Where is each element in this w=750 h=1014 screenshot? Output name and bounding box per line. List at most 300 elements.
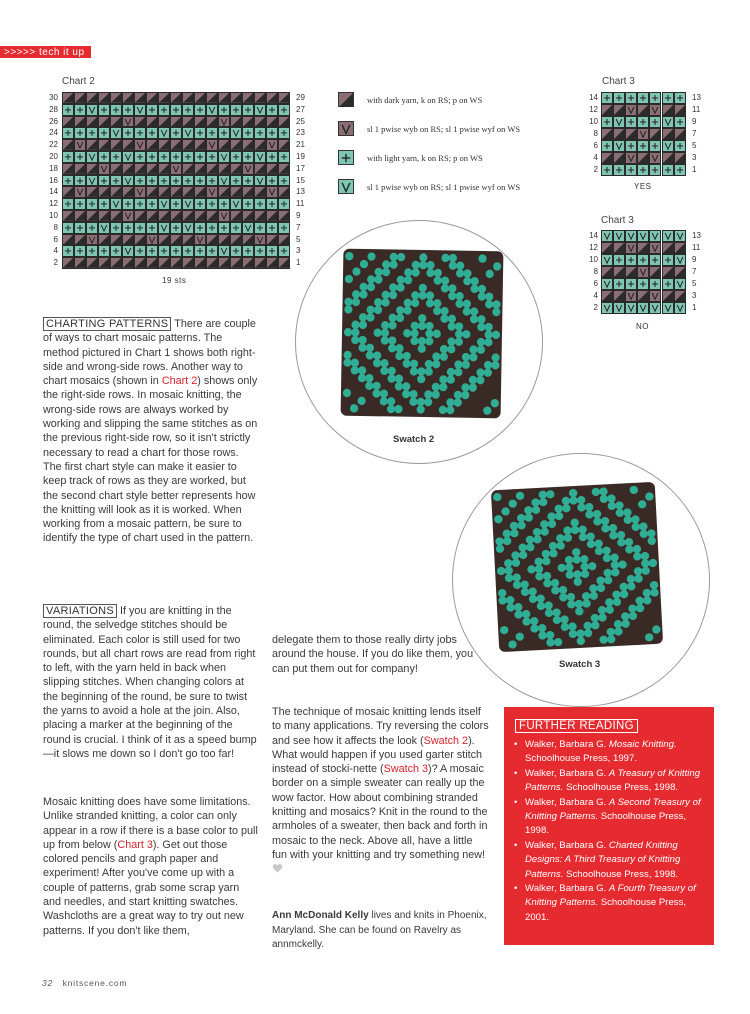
slip-stitch-cell [674,278,686,290]
swatch3-caption: Swatch 3 [559,659,601,670]
light-stitch-cell [625,278,637,290]
dark-stitch-cell [613,242,625,254]
site-name: knitscene.com [62,978,128,988]
dark-stitch-cell [230,257,242,269]
dark-stitch-cell [206,234,218,246]
dark-stitch-cell [134,257,146,269]
row-number: 27 [296,104,305,114]
dark-stitch-cell [278,210,290,222]
light-stitch-cell [601,140,613,152]
dark-stitch-cell [662,104,674,116]
dark-stitch-cell [194,186,206,198]
slip-stitch-cell [170,163,182,175]
light-stitch-cell [218,198,230,210]
slip-stitch-cell [86,151,98,163]
light-stitch-cell [637,164,649,176]
dark-stitch-cell [182,186,194,198]
swatch2-photo [338,246,506,421]
row-number: 10 [589,255,598,264]
row-number: 22 [49,140,58,150]
slip-stitch-cell [649,152,661,164]
dark-stitch-cell [230,186,242,198]
slip-stitch-cell [206,186,218,198]
dark-stitch-cell [254,163,266,175]
light-stitch-cell [134,175,146,187]
dark-stitch-cell [254,186,266,198]
row-number: 14 [49,187,58,197]
dark-stitch-cell [182,163,194,175]
light-stitch-cell [649,278,661,290]
light-stitch-cell [649,164,661,176]
slip-stitch-cell [637,266,649,278]
dark-stitch-cell [601,152,613,164]
row-number: 2 [593,303,598,312]
row-number: 4 [593,291,598,300]
row-number: 5 [692,141,697,150]
dark-stitch-cell [230,210,242,222]
light-stitch-cell [649,116,661,128]
further-reading-item: • Walker, Barbara G. Mosaic Knitting. Schoolhouse Press, 1997. [514,738,706,767]
light-stitch-cell [266,222,278,234]
dark-stitch-cell [62,139,74,151]
row-number: 5 [692,279,697,288]
light-stitch-cell [266,198,278,210]
slip-stitch-cell [218,245,230,257]
slip-stitch-cell [182,222,194,234]
light-stitch-cell [86,198,98,210]
slip-stitch-cell [122,210,134,222]
slip-stitch-cell [230,127,242,139]
light-stitch-cell [62,175,74,187]
slip-stitch-cell [110,127,122,139]
variations-heading: VARIATIONS [43,604,117,618]
row-number: 21 [296,140,305,150]
light-stitch-cell [110,151,122,163]
dark-stitch-cell [242,234,254,246]
dark-stitch-cell [62,116,74,128]
light-stitch-cell [625,140,637,152]
slip-stitch-cell [218,175,230,187]
light-stitch-cell [98,151,110,163]
dark-stitch-cell [146,139,158,151]
dark-stitch-cell [158,186,170,198]
slip-stitch-cell [74,186,86,198]
dark-stitch-cell [194,163,206,175]
dark-stitch-cell [242,139,254,151]
slip-stitch-cell [625,242,637,254]
dark-stitch-cell [662,266,674,278]
light-stitch-cell [62,104,74,116]
dark-stitch-cell [110,139,122,151]
slip-stitch-cell [662,302,674,314]
light-stitch-cell [242,245,254,257]
key-dark-symbol [338,92,354,107]
light-stitch-cell [242,175,254,187]
dark-stitch-cell [230,92,242,104]
dark-stitch-cell [613,104,625,116]
dark-stitch-cell [170,116,182,128]
slip-stitch-cell [86,175,98,187]
dark-stitch-cell [637,290,649,302]
variations-paragraph [43,604,259,761]
key-light-symbol [338,150,354,165]
dark-stitch-cell [218,163,230,175]
key-dark-slip-text: sl 1 pwise wyb on RS; sl 1 pwise wyf on WS [367,124,521,134]
slip-stitch-cell [649,302,661,314]
light-stitch-cell [98,104,110,116]
light-stitch-cell [662,164,674,176]
slip-stitch-cell [637,128,649,140]
dark-stitch-cell [254,92,266,104]
light-stitch-cell [182,151,194,163]
slip-stitch-cell [182,127,194,139]
slip-stitch-cell [98,163,110,175]
dark-stitch-cell [206,210,218,222]
light-stitch-cell [170,175,182,187]
row-number: 7 [296,222,301,232]
light-stitch-cell [134,198,146,210]
slip-stitch-cell [254,175,266,187]
dark-stitch-cell [278,92,290,104]
chart3-no-grid [601,230,686,314]
dark-stitch-cell [98,139,110,151]
dark-stitch-cell [158,116,170,128]
row-number: 13 [692,231,701,240]
slip-stitch-cell [613,302,625,314]
slip-stitch-cell [662,116,674,128]
light-stitch-cell [674,116,686,128]
light-stitch-cell [110,245,122,257]
dark-stitch-cell [182,257,194,269]
row-number: 9 [296,210,301,220]
dark-stitch-cell [158,139,170,151]
dark-stitch-cell [254,257,266,269]
light-stitch-cell [74,127,86,139]
light-stitch-cell [254,245,266,257]
dark-stitch-cell [242,257,254,269]
row-number: 6 [593,279,598,288]
slip-stitch-cell [146,234,158,246]
light-stitch-cell [62,198,74,210]
row-number: 1 [296,258,301,268]
dark-stitch-cell [74,163,86,175]
limitations-text-b: ). Get out those colored pencils and graph paper and experiment! After you've come up with a couple of patterns, grab some scrap yarn and needles, and start knitting swatches. Washcloths are a great way to try out new patterns. If you don't like them, [43,838,244,937]
dark-stitch-cell [62,234,74,246]
dark-stitch-cell [230,234,242,246]
further-reading-list [514,738,706,925]
light-stitch-cell [649,254,661,266]
dark-stitch-cell [74,92,86,104]
light-stitch-cell [110,222,122,234]
light-stitch-cell [182,245,194,257]
row-number: 8 [593,267,598,276]
dark-stitch-cell [134,163,146,175]
light-stitch-cell [182,104,194,116]
light-stitch-cell [110,175,122,187]
dark-stitch-cell [86,116,98,128]
page-number: 32 [42,978,54,988]
light-stitch-cell [242,151,254,163]
light-stitch-cell [74,222,86,234]
slip-stitch-cell [218,210,230,222]
slip-stitch-cell [122,116,134,128]
row-number: 12 [589,243,598,252]
light-stitch-cell [74,104,86,116]
slip-stitch-cell [625,230,637,242]
light-stitch-cell [266,127,278,139]
light-stitch-cell [62,127,74,139]
light-stitch-cell [230,151,242,163]
light-stitch-cell [278,198,290,210]
slip-stitch-cell [613,140,625,152]
light-stitch-cell [601,116,613,128]
slip-stitch-cell [134,139,146,151]
light-stitch-cell [637,116,649,128]
charting-patterns-heading: CHARTING PATTERNS [43,317,171,331]
slip-stitch-cell [218,116,230,128]
dark-stitch-cell [625,266,637,278]
dark-stitch-cell [230,116,242,128]
dark-stitch-cell [170,257,182,269]
light-stitch-cell [662,254,674,266]
dark-stitch-cell [182,234,194,246]
key-dark-text: with dark yarn, k on RS; p on WS [367,95,483,105]
slip-stitch-cell [625,290,637,302]
slip-stitch-cell [242,222,254,234]
dark-stitch-cell [170,186,182,198]
footer [42,978,127,988]
light-stitch-cell [230,104,242,116]
light-stitch-cell [146,104,158,116]
row-number: 4 [593,153,598,162]
row-number: 2 [593,165,598,174]
light-stitch-cell [74,245,86,257]
dark-stitch-cell [278,139,290,151]
dark-stitch-cell [122,139,134,151]
dark-stitch-cell [662,128,674,140]
further-reading-item: • Walker, Barbara G. A Treasury of Knitting Patterns. Schoolhouse Press, 1998. [514,767,706,796]
slip-stitch-cell [158,222,170,234]
dark-stitch-cell [613,152,625,164]
slip-stitch-cell [206,104,218,116]
dark-stitch-cell [601,266,613,278]
dark-stitch-cell [86,210,98,222]
swatch2-circle [295,220,543,464]
dark-stitch-cell [674,242,686,254]
dark-stitch-cell [110,186,122,198]
row-number: 3 [692,291,697,300]
dark-stitch-cell [146,257,158,269]
dark-stitch-cell [194,92,206,104]
slip-stitch-cell [206,139,218,151]
row-number: 2 [53,258,58,268]
row-number: 10 [589,117,598,126]
light-stitch-cell [98,127,110,139]
technique-text-a: The technique of mosaic knitting lends itself to many applications. Try reversing the colors and see how it affects the look ( [272,706,489,747]
slip-stitch-cell [122,245,134,257]
chart2-stitch-count: 19 sts [162,276,187,285]
dark-stitch-cell [182,116,194,128]
light-stitch-cell [278,245,290,257]
dark-stitch-cell [674,104,686,116]
dark-stitch-cell [266,163,278,175]
swatch3-photo [491,482,663,652]
light-stitch-cell [674,92,686,104]
dark-stitch-cell [74,116,86,128]
light-stitch-cell [122,104,134,116]
slip-stitch-cell [649,230,661,242]
light-stitch-cell [146,245,158,257]
further-reading-box [504,707,714,945]
row-number: 14 [589,93,598,102]
slip-stitch-cell [110,198,122,210]
light-stitch-cell [194,104,206,116]
dark-stitch-cell [98,257,110,269]
dark-stitch-cell [110,257,122,269]
row-number: 23 [296,128,305,138]
dark-stitch-cell [218,139,230,151]
light-stitch-cell [266,245,278,257]
light-stitch-cell [158,175,170,187]
dark-stitch-cell [110,210,122,222]
dark-stitch-cell [674,128,686,140]
dark-stitch-cell [74,210,86,222]
light-stitch-cell [134,127,146,139]
limitations-text-a: Mosaic knitting does have some limitations. Unlike stranded knitting, a color can only appear in a row if there is a base color to pull up from below ( [43,796,258,851]
chart2-grid [62,92,290,269]
slip-stitch-cell [613,230,625,242]
light-stitch-cell [649,92,661,104]
key-light-text: with light yarn, k on RS; p on WS [367,153,483,163]
light-stitch-cell [110,104,122,116]
swatch2-caption: Swatch 2 [393,434,435,445]
dark-stitch-cell [194,116,206,128]
light-stitch-cell [278,151,290,163]
dark-stitch-cell [62,210,74,222]
light-stitch-cell [74,175,86,187]
dark-stitch-cell [182,139,194,151]
light-stitch-cell [601,92,613,104]
key-light-slip-text: sl 1 pwise wyb on RS; sl 1 pwise wyf on WS [367,182,521,192]
row-number: 7 [692,267,697,276]
technique-text-b: ). What would happen if you used garter stitch instead of stocki-nette ( [272,734,483,776]
slip-stitch-cell [662,140,674,152]
dark-stitch-cell [182,92,194,104]
dark-stitch-cell [98,234,110,246]
slip-stitch-cell [674,254,686,266]
dark-stitch-cell [649,266,661,278]
dark-stitch-cell [98,116,110,128]
slip-stitch-cell [242,163,254,175]
light-stitch-cell [146,151,158,163]
dark-stitch-cell [110,116,122,128]
row-number: 7 [692,129,697,138]
row-number: 9 [692,255,697,264]
light-stitch-cell [613,164,625,176]
light-stitch-cell [242,104,254,116]
dark-stitch-cell [158,257,170,269]
slip-stitch-cell [98,222,110,234]
dark-stitch-cell [218,257,230,269]
dark-stitch-cell [122,163,134,175]
slip-stitch-cell [218,151,230,163]
row-number: 8 [593,129,598,138]
dark-stitch-cell [158,163,170,175]
dark-stitch-cell [637,104,649,116]
dark-stitch-cell [242,92,254,104]
light-stitch-cell [134,151,146,163]
light-stitch-cell [266,104,278,116]
slip-stitch-cell [601,302,613,314]
dark-stitch-cell [266,92,278,104]
light-stitch-cell [637,140,649,152]
dark-stitch-cell [86,92,98,104]
slip-stitch-cell [674,302,686,314]
dark-stitch-cell [86,257,98,269]
dark-stitch-cell [242,210,254,222]
dark-stitch-cell [122,92,134,104]
dark-stitch-cell [170,234,182,246]
dark-stitch-cell [601,104,613,116]
heart-icon [272,864,283,873]
chart3-no-label: NO [636,322,649,331]
row-number: 6 [593,141,598,150]
dark-stitch-cell [62,163,74,175]
slip-stitch-cell [74,139,86,151]
dark-stitch-cell [134,234,146,246]
dark-stitch-cell [134,92,146,104]
dark-stitch-cell [98,210,110,222]
dark-stitch-cell [110,234,122,246]
light-stitch-cell [134,222,146,234]
row-number: 12 [49,199,58,209]
light-stitch-cell [194,245,206,257]
dark-stitch-cell [278,257,290,269]
slip-stitch-cell [637,302,649,314]
slip-stitch-cell [613,116,625,128]
light-stitch-cell [122,198,134,210]
light-stitch-cell [218,222,230,234]
slip-stitch-cell [254,234,266,246]
light-stitch-cell [218,127,230,139]
dark-stitch-cell [601,128,613,140]
row-number: 13 [692,93,701,102]
light-stitch-cell [146,198,158,210]
row-number: 14 [589,231,598,240]
light-stitch-cell [242,198,254,210]
light-stitch-cell [254,222,266,234]
light-stitch-cell [613,254,625,266]
dark-stitch-cell [613,266,625,278]
swatch3-circle [452,453,710,707]
light-stitch-cell [625,164,637,176]
chart-key [338,92,568,202]
slip-stitch-cell [254,151,266,163]
light-stitch-cell [637,278,649,290]
dark-stitch-cell [206,163,218,175]
dark-stitch-cell [266,257,278,269]
light-stitch-cell [601,164,613,176]
dark-stitch-cell [601,290,613,302]
dark-stitch-cell [86,139,98,151]
light-stitch-cell [662,92,674,104]
row-number: 26 [49,116,58,126]
light-stitch-cell [278,222,290,234]
dark-stitch-cell [613,290,625,302]
charting-patterns-text-b: ) shows only the right-side rows. In mosaic knitting, the wrong-side rows are always worked by working and slipping the same stitches as on the previous right-side row, so it isn't strictly necessary to read a chart for those rows. The first chart style can make it easier to keep track of rows as they are worked, but the second chart style better represents how the knitting will look as it is worked. When working from a mosaic pattern, be sure to identify the type of chart used in the pattern. [43,375,258,545]
row-number: 13 [296,187,305,197]
dark-stitch-cell [158,210,170,222]
